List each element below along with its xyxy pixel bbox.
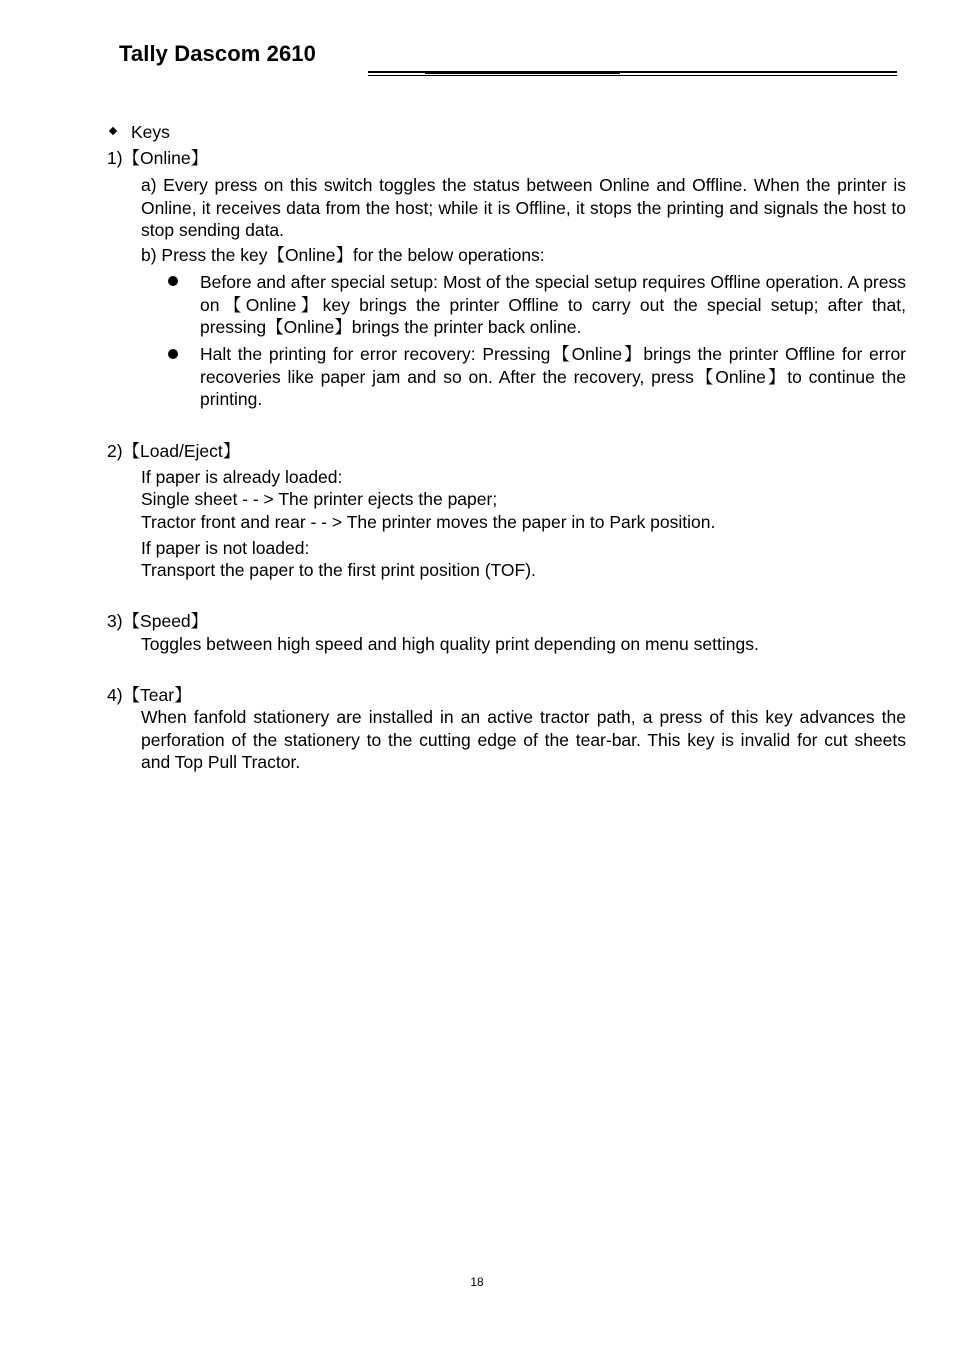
online-heading: 1)【Online】 [107,148,209,168]
bullet-dot-icon [168,349,178,359]
section-heading: Keys [131,122,170,142]
online-bullet-1: Before and after special setup: Most of the special setup requires Offline operation. A press on【Online】key brings the printer Offline to carry out the special setup; after that, pressing【Online】brings the printer back online. [200,272,906,337]
online-bullet-2: Halt the printing for error recovery: Pressing【Online】brings the printer Offline for error recoveries like paper jam and so on. After the recovery, press【Online】to continue the printing. [200,344,906,409]
tear-text: When fanfold stationery are installed in an active tractor path, a press of this key advances the perforation of the stationery to the cutting edge of the tear-bar. This key is invalid for cut sheets and Top Pull Tractor. [141,707,906,772]
header-title: Tally Dascom 2610 [119,41,316,66]
tear-heading: 4)【Tear】 [107,685,192,705]
speed-text: Toggles between high speed and high quality print depending on menu settings. [141,634,759,654]
load-eject-line-1: If paper is already loaded: [141,467,343,487]
speed-heading: 3)【Speed】 [107,611,209,631]
load-eject-line-4: If paper is not loaded: [141,538,310,558]
diamond-bullet-icon [109,127,117,135]
page-number: 18 [470,1275,484,1289]
header-rule-accent [425,71,620,74]
online-para-b: b) Press the key【Online】for the below operations: [141,245,545,265]
online-para-a: a) Every press on this switch toggles the status between Online and Offline. When the printer is Online, it receives data from the host; while it is Offline, it stops the printing and signals the host to stop sending data. [141,175,906,240]
load-eject-heading: 2)【Load/Eject】 [107,441,241,461]
header-rule-thin [368,75,897,76]
load-eject-line-5: Transport the paper to the first print position (TOF). [141,560,536,580]
bullet-dot-icon [168,276,178,286]
load-eject-line-2: Single sheet - - > The printer ejects the paper; [141,489,498,509]
load-eject-line-3: Tractor front and rear - - > The printer moves the paper in to Park position. [141,512,716,532]
